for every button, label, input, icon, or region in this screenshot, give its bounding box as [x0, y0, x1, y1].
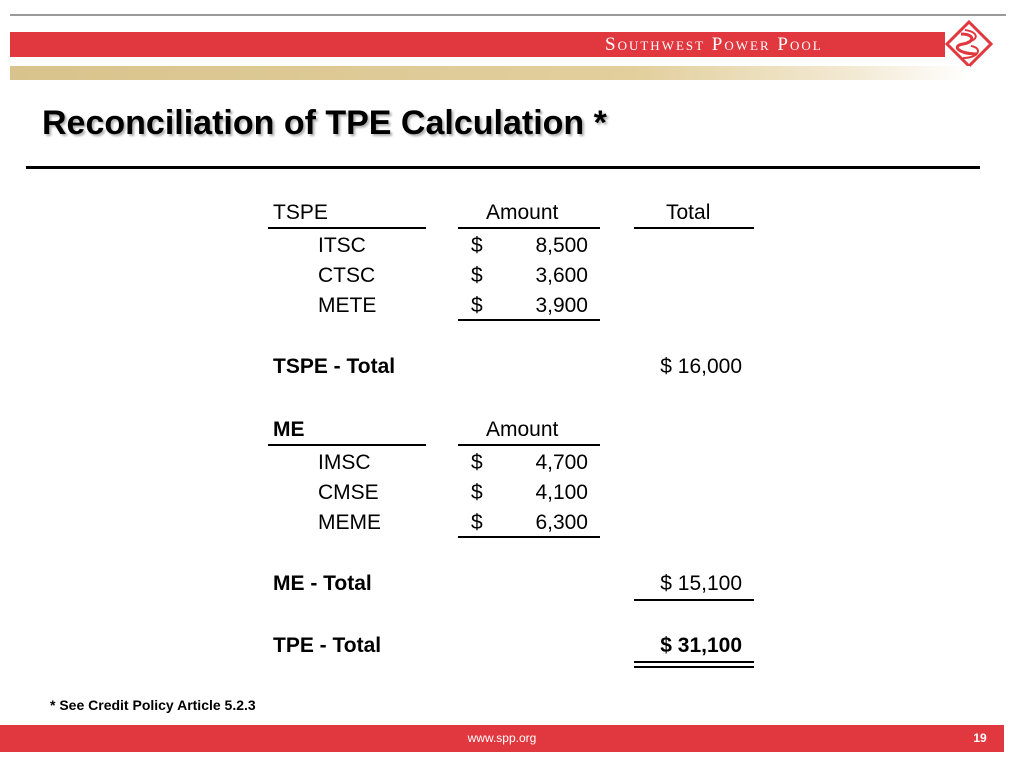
- header-tan-bar: [10, 66, 970, 80]
- footer-url-link[interactable]: www.spp.org: [467, 731, 537, 745]
- slide-title: Reconciliation of TPE Calculation *: [42, 104, 607, 142]
- table-row-mete-currency: $: [471, 294, 483, 317]
- title-underline: [26, 166, 980, 169]
- tspe-label-underline: [268, 227, 426, 229]
- page-number: 19: [973, 731, 987, 745]
- total-column-header: Total: [666, 201, 711, 224]
- brand-name: Southwest Power Pool: [605, 34, 823, 55]
- grand-total-double-rule-top: [634, 661, 754, 663]
- table-row-itsc-name: ITSC: [318, 234, 366, 257]
- me-subtotal-rule: [458, 536, 600, 538]
- table-row-ctsc-name: CTSC: [318, 264, 376, 287]
- tspe-subtotal-rule: [458, 319, 600, 321]
- tspe-amount-header: Amount: [486, 201, 559, 224]
- table-row-meme-name: MEME: [318, 511, 381, 534]
- table-row-ctsc-amount: 3,600: [535, 264, 588, 287]
- me-total-rule: [634, 599, 754, 601]
- me-label-underline: [268, 444, 426, 446]
- me-section-label: ME: [273, 418, 305, 441]
- tspe-section-label: TSPE: [273, 201, 328, 224]
- me-amount-header: Amount: [486, 418, 559, 441]
- me-total-value: $ 15,100: [660, 572, 742, 595]
- table-row-meme-currency: $: [471, 511, 483, 534]
- table-row-cmse-currency: $: [471, 481, 483, 504]
- table-row-mete-amount: 3,900: [535, 294, 588, 317]
- table-row-cmse-amount: 4,100: [535, 481, 588, 504]
- me-total-label: ME - Total: [273, 572, 372, 595]
- table-row-imsc-currency: $: [471, 451, 483, 474]
- tspe-total-label: TSPE - Total: [273, 355, 396, 378]
- table-row-mete-name: METE: [318, 294, 377, 317]
- table-row-ctsc-currency: $: [471, 264, 483, 287]
- table-row-itsc-currency: $: [471, 234, 483, 257]
- footnote: * See Credit Policy Article 5.2.3: [50, 697, 256, 713]
- me-amount-underline: [458, 444, 600, 446]
- table-row-meme-amount: 6,300: [535, 511, 588, 534]
- total-header-underline: [634, 227, 754, 229]
- grand-total-double-rule-bottom: [634, 666, 754, 668]
- tspe-total-value: $ 16,000: [660, 355, 742, 378]
- table-row-cmse-name: CMSE: [318, 481, 379, 504]
- table-row-itsc-amount: 8,500: [535, 234, 588, 257]
- tpe-total-label: TPE - Total: [273, 634, 382, 657]
- spp-logo-icon: [945, 20, 993, 68]
- tspe-amount-underline: [458, 227, 600, 229]
- header-top-rule: [10, 14, 1006, 16]
- table-row-imsc-amount: 4,700: [535, 451, 588, 474]
- tpe-total-value: $ 31,100: [660, 634, 742, 657]
- table-row-imsc-name: IMSC: [318, 451, 371, 474]
